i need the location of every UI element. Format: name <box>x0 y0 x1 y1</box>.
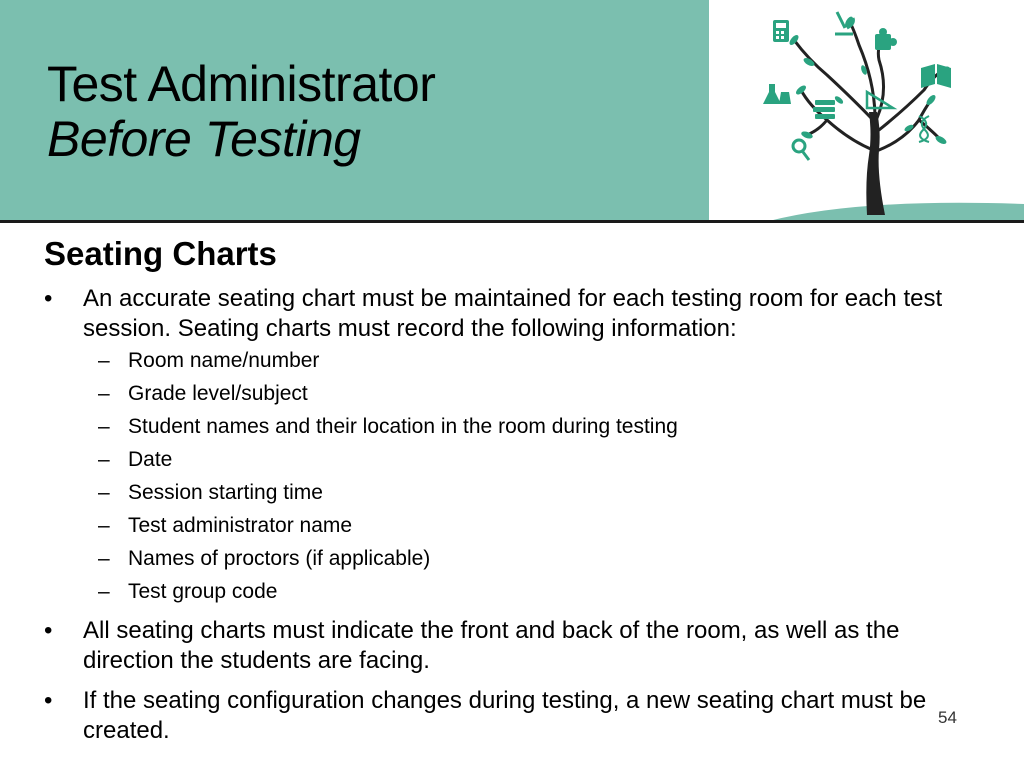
dash-symbol: – <box>98 514 110 537</box>
bullet-text: All seating charts must indicate the front and back of the room, as well as the direction the students are facing. <box>83 617 900 674</box>
bullet-item <box>44 686 984 746</box>
sub-item-text: Test administrator name <box>128 514 353 537</box>
dash-symbol: – <box>98 448 110 471</box>
sub-item <box>98 545 430 573</box>
flask-icon <box>763 84 791 104</box>
dash-symbol: – <box>98 349 110 372</box>
sub-item-text: Test group code <box>128 580 278 603</box>
puzzle-icon <box>875 28 897 50</box>
sub-item-text: Student names and their location in the room during testing <box>128 415 678 438</box>
sub-item <box>98 512 352 540</box>
bullet-item <box>44 616 984 676</box>
section-heading: Seating Charts <box>44 235 277 272</box>
dash-symbol: – <box>98 481 110 504</box>
page-number: 54 <box>938 708 957 727</box>
sub-item-text: Names of proctors (if applicable) <box>128 547 431 570</box>
sub-item <box>98 578 277 606</box>
tree-illustration <box>709 0 1024 221</box>
bullet-text: If the seating configuration changes during testing, a new seating chart must be created. <box>83 687 927 744</box>
header-divider <box>0 220 1024 223</box>
sub-item <box>98 347 319 375</box>
bullet-symbol: • <box>44 687 53 714</box>
dash-symbol: – <box>98 382 110 405</box>
bullet-item <box>44 284 984 344</box>
sub-item <box>98 479 323 507</box>
calculator-icon <box>773 20 789 42</box>
dash-symbol: – <box>98 547 110 570</box>
sub-item-text: Date <box>128 448 173 471</box>
sub-item-text: Grade level/subject <box>128 382 308 405</box>
magnifier-icon <box>793 140 809 160</box>
slide-subtitle: Before Testing <box>47 111 361 167</box>
sub-item-text: Room name/number <box>128 349 320 372</box>
sub-item-text: Session starting time <box>128 481 323 504</box>
dash-symbol: – <box>98 415 110 438</box>
dash-symbol: – <box>98 580 110 603</box>
sub-item <box>98 380 308 408</box>
bullet-symbol: • <box>44 617 53 644</box>
ground-shape <box>769 203 1024 221</box>
bullet-symbol: • <box>44 285 53 312</box>
books-stack-icon <box>813 100 835 119</box>
slide-title: Test Administrator <box>47 56 436 112</box>
bullet-text: An accurate seating chart must be maintained for each testing room for each test session. Seating charts must record the following information: <box>83 285 943 342</box>
sub-item <box>98 446 172 474</box>
sub-item <box>98 413 678 441</box>
